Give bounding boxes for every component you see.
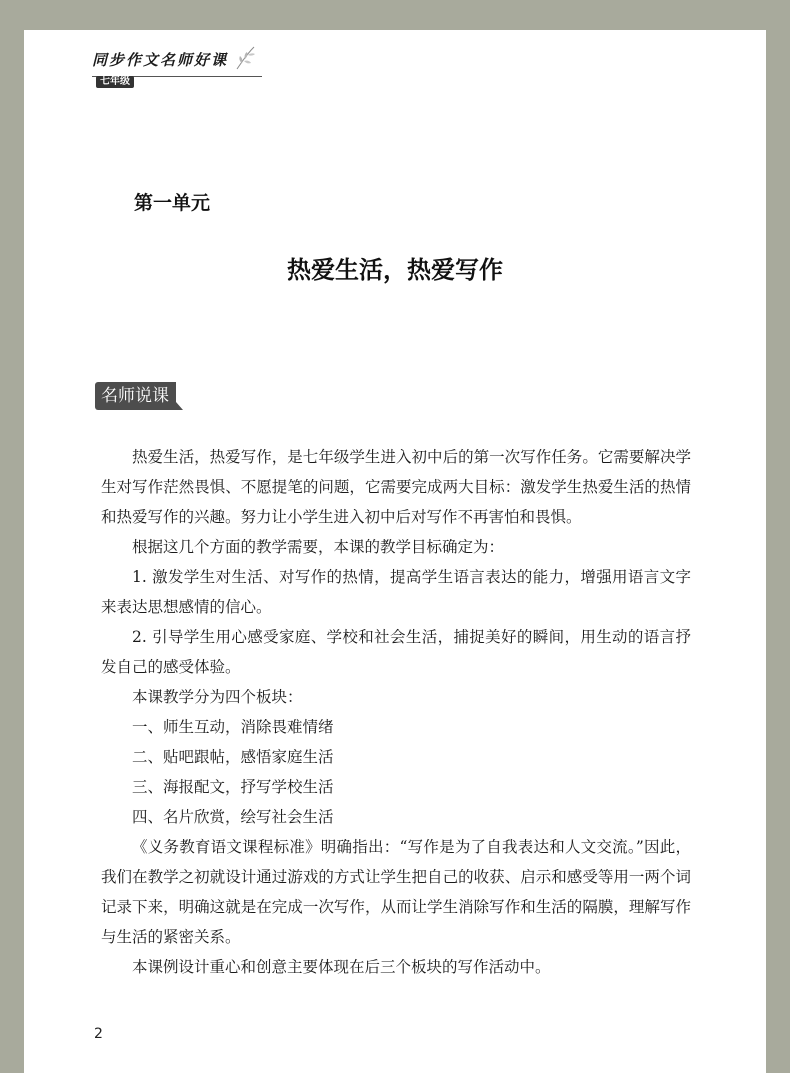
body-text (101, 442, 691, 982)
paragraph: 热爱生活，热爱写作，是七年级学生进入初中后的第一次写作任务。它需要解决学生对写作茫然畏惧、不愿提笔的问题，它需要完成两大目标：激发学生热爱生活的热情和热爱写作的兴趣。努力让小学生进入初中后对写作不再害怕和畏惧。 (101, 448, 691, 526)
unit-label: 第一单元 (134, 192, 211, 214)
list-item: 一、师生互动，消除畏难情绪 (132, 718, 334, 736)
list-item: 四、名片欣赏，绘写社会生活 (132, 808, 334, 826)
paragraph: 根据这几个方面的教学需要，本课的教学目标确定为： (132, 538, 505, 556)
section-tag-label: 名师说课 (95, 382, 176, 410)
section-tag-tail (176, 402, 183, 410)
paragraph: 2. 引导学生用心感受家庭、学校和社会生活，捕捉美好的瞬间，用生动的语言抒发自己的感受体验。 (101, 628, 691, 676)
paragraph: 本课例设计重心和创意主要体现在后三个板块的写作活动中。 (132, 958, 551, 976)
lesson-title: 热爱生活，热爱写作 (287, 256, 503, 284)
paragraph: 《义务教育语文课程标准》明确指出：“写作是为了自我表达和人文交流。”因此，我们在教学之初就设计通过游戏的方式让学生把自己的收获、启示和感受等用一两个词记录下来，明确这就是在完成一次写作，从而让学生消除写作和生活的隔膜，理解写作与生活的紧密关系。 (101, 838, 691, 946)
section-tag (95, 382, 183, 410)
feather-decoration-icon (234, 45, 258, 71)
paragraph: 1. 激发学生对生活、对写作的热情，提高学生语言表达的能力，增强用语言文字来表达思想感情的信心。 (101, 568, 691, 616)
document-page (24, 30, 766, 1073)
book-title: 同步作文名师好课 (92, 51, 229, 69)
list-item: 三、海报配文，抒写学校生活 (132, 778, 334, 796)
list-item: 二、贴吧跟帖，感悟家庭生活 (132, 748, 334, 766)
running-header (92, 49, 229, 87)
page-number: 2 (94, 1026, 103, 1042)
grade-badge: 七年级 (96, 76, 134, 88)
paragraph: 本课教学分为四个板块： (132, 688, 303, 706)
